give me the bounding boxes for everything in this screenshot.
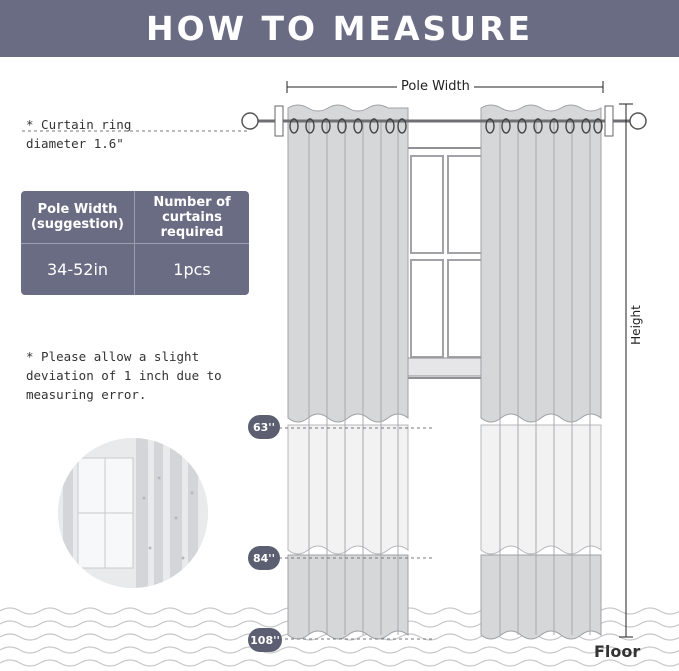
length-badge-63: 63'' [248, 415, 280, 439]
height-label: Height [629, 302, 643, 348]
length-badge-84: 84'' [248, 546, 280, 570]
ring-diameter-note: * Curtain ring diameter 1.6" [26, 117, 132, 151]
floor-label: Floor [594, 642, 641, 661]
height-dimension [619, 104, 633, 637]
right-curtain [481, 105, 601, 639]
table-header-pole-width: Pole Width (suggestion) [21, 191, 135, 244]
table-cell-pole-width: 34-52in [21, 244, 135, 295]
left-curtain [288, 105, 408, 639]
pole-width-label: Pole Width [397, 79, 474, 94]
page-title: HOW TO MEASURE [145, 9, 534, 48]
length-badge-108: 108'' [248, 628, 282, 652]
deviation-note: * Please allow a slight deviation of 1 inch due to measuring error. [26, 349, 222, 402]
table-header-curtain-count: Number of curtains required [135, 191, 249, 244]
table-cell-curtain-count: 1pcs [173, 260, 211, 279]
